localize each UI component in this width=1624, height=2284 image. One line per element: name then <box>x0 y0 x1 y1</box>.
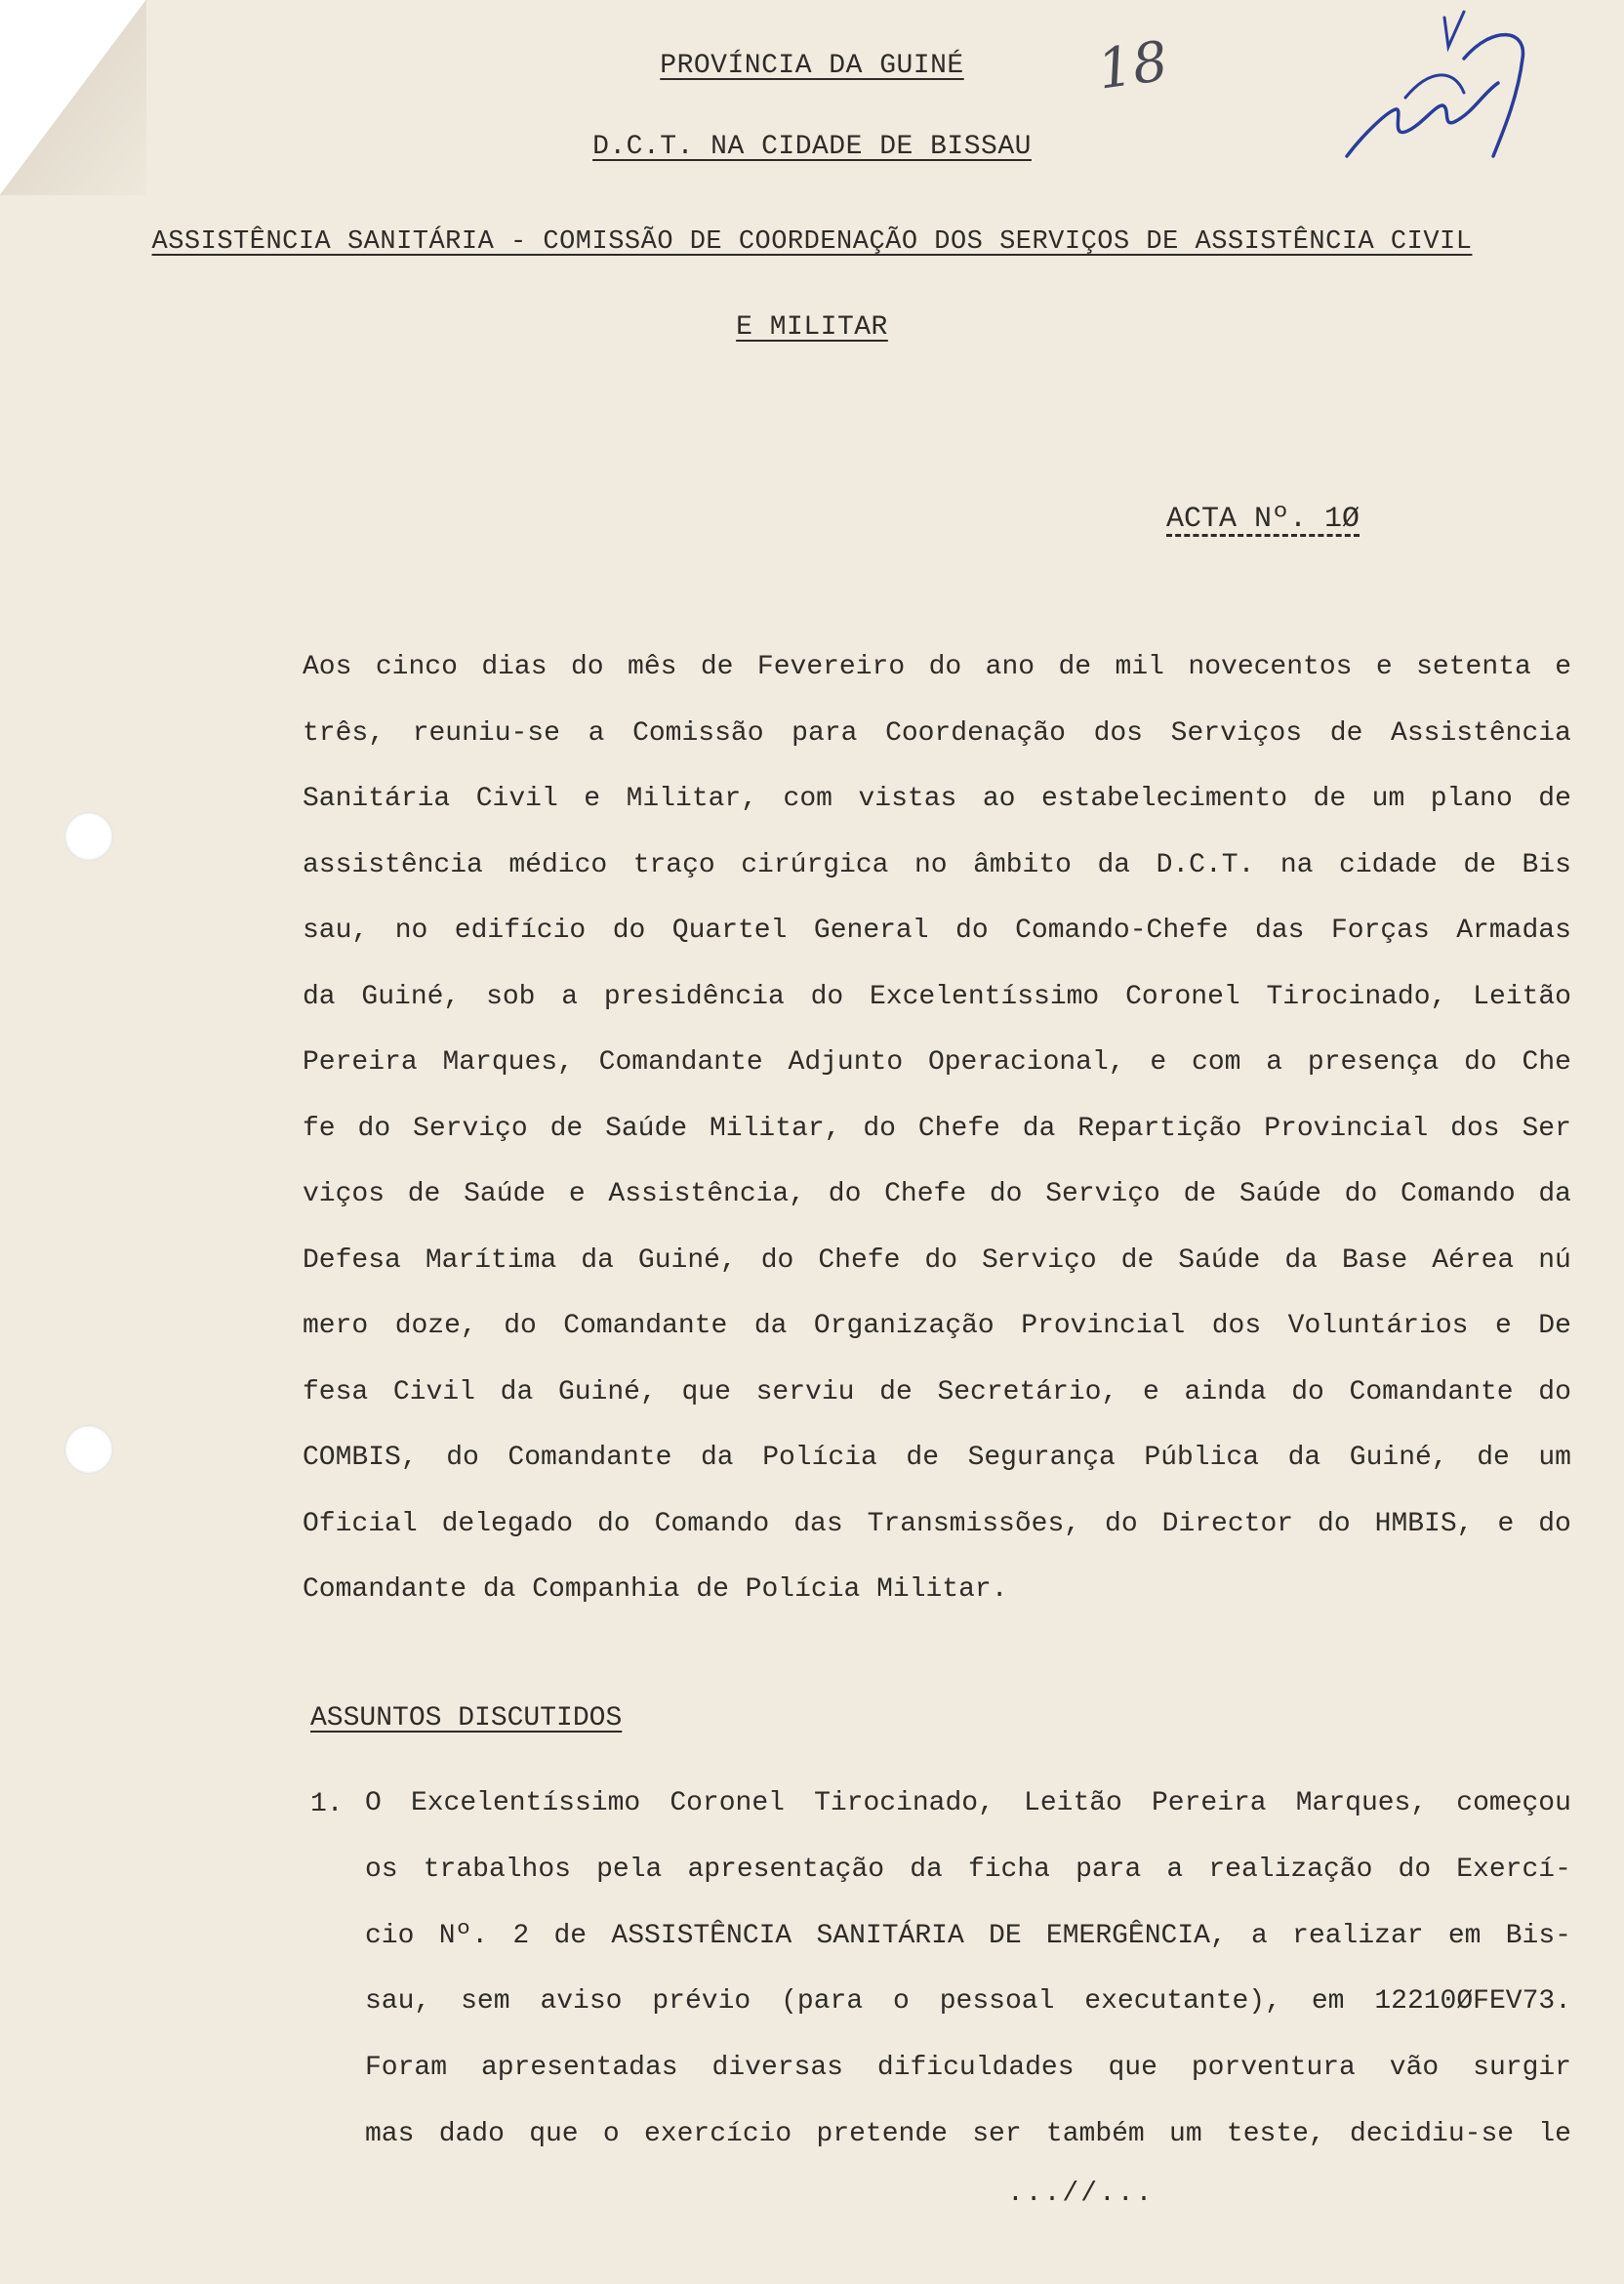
paragraph-line: Defesa Marítima da Guiné, do Chefe do Serviço de Saúde da Base Aérea nú <box>303 1244 1571 1276</box>
header-military: E MILITAR <box>736 312 888 343</box>
paragraph-line: assistência médico traço cirúrgica no âmbito da D.C.T. na cidade de Bis <box>303 849 1571 880</box>
paragraph-line: mero doze, do Comandante da Organização Provincial dos Voluntários e De <box>303 1311 1571 1341</box>
item-line: mas dado que o exercício pretende ser também um teste, decidiu-se le <box>365 2118 1571 2149</box>
header-dct: D.C.T. NA CIDADE DE BISSAU <box>592 132 1032 162</box>
item-line: O Excelentíssimo Coronel Tirocinado, Leitão Pereira Marques, começou <box>365 1788 1571 1818</box>
item-line: cio Nº. 2 de ASSISTÊNCIA SANITÁRIA DE EMERGÊNCIA, a realizar em Bis- <box>365 1920 1571 1951</box>
header-commission: ASSISTÊNCIA SANITÁRIA - COMISSÃO DE COORDENAÇÃO DOS SERVIÇOS DE ASSISTÊNCIA CIVIL <box>151 227 1473 257</box>
item-line: sau, sem aviso prévio (para o pessoal executante), em 12210ØFEV73. <box>365 1986 1571 2018</box>
paragraph-line: Comandante da Companhia de Polícia Militar. <box>303 1574 1008 1605</box>
paragraph-line: fe do Serviço de Saúde Militar, do Chefe da Repartição Provincial dos Ser <box>303 1113 1571 1144</box>
opening-paragraph <box>303 648 1571 1637</box>
handwritten-page-number: 18 <box>1093 29 1172 102</box>
paragraph-line: Oficial delegado do Comando das Transmissões, do Director do HMBIS, e do <box>303 1508 1571 1539</box>
item-1-text <box>365 1784 1571 2182</box>
paragraph-line: viços de Saúde e Assistência, do Chefe do Serviço de Saúde do Comando da <box>303 1179 1571 1209</box>
paragraph-line: Aos cinco dias do mês de Fevereiro do ano de mil novecentos e setenta e <box>303 652 1571 682</box>
continuation-marker: ...//... <box>1007 2179 1155 2209</box>
item-number: 1. <box>310 1789 344 1819</box>
acta-number: ACTA Nº. 1Ø <box>1166 503 1360 536</box>
paragraph-line: Pereira Marques, Comandante Adjunto Operacional, e com a presença do Che <box>303 1047 1571 1078</box>
paragraph-line: três, reuniu-se a Comissão para Coordenação dos Serviços de Assistência <box>303 717 1571 749</box>
paragraph-line: COMBIS, do Comandante da Polícia de Segurança Pública da Guiné, de um <box>303 1443 1571 1473</box>
paragraph-line: da Guiné, sob a presidência do Excelentíssimo Coronel Tirocinado, Leitão <box>303 981 1571 1012</box>
header-province: PROVÍNCIA DA GUINÉ <box>660 51 964 81</box>
paragraph-line: Sanitária Civil e Militar, com vistas ao estabelecimento de um plano de <box>303 784 1571 814</box>
section-title: ASSUNTOS DISCUTIDOS <box>310 1703 623 1733</box>
paragraph-line: fesa Civil da Guiné, que serviu de Secretário, e ainda do Comandante do <box>303 1376 1571 1407</box>
item-line: os trabalhos pela apresentação da ficha para a realização do Exercí- <box>365 1854 1571 1885</box>
paragraph-line: sau, no edifício do Quartel General do Comando-Chefe das Forças Armadas <box>303 916 1571 946</box>
item-line: Foram apresentadas diversas dificuldades que porventura vão surgir <box>365 2053 1571 2084</box>
